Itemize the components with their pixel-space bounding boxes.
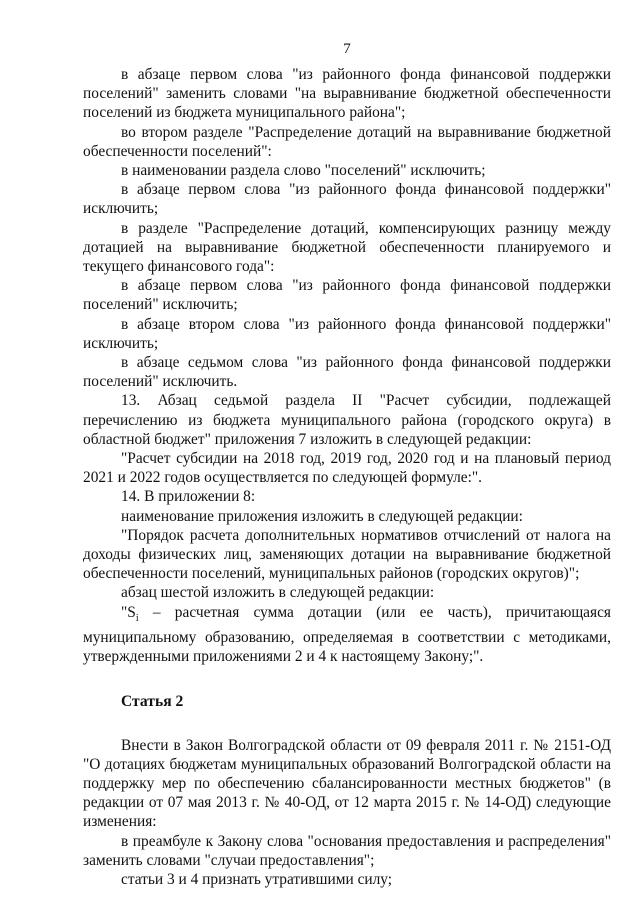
paragraph: в абзаце седьмом слова "из районного фонда финансовой поддержки поселений" исключить. <box>83 354 611 391</box>
formula-paragraph <box>83 603 611 667</box>
page-number: 7 <box>343 41 351 57</box>
formula-symbol: "S <box>121 603 136 621</box>
spacer <box>83 712 611 736</box>
paragraph: 14. В приложении 8: <box>121 488 256 506</box>
paragraph: в абзаце первом слова "из районного фонда финансовой поддержки поселений" заменить словами "на выравнивание бюджетной обеспеченности поселений из бюджета муниципального района"; <box>83 66 611 122</box>
paragraph: в наименовании раздела слово "поселений" исключить; <box>121 162 486 180</box>
paragraph: в абзаце первом слова "из районного фонда финансовой поддержки" исключить; <box>83 181 611 218</box>
formula-subscript: i <box>135 612 139 624</box>
paragraph: во втором разделе "Распределение дотаций на выравнивание бюджетной обеспеченности поселений": <box>83 123 611 160</box>
paragraph: Внести в Закон Волгоградской области от 09 февраля 2011 г. № 2151-ОД "О дотациях бюджетам муниципальных образований Волгоградской области на поддержку мер по обеспечению сбалансированности местных бюджетов" (в редакции от 07 мая 2013 г. № 40-ОД, от 12 марта 2015 г. № 14-ОД) следующие изменения: <box>83 736 611 831</box>
paragraph: 13. Абзац седьмой раздела II "Расчет субсидии, подлежащей перечислению из бюджета муниципального района (городского округа) в областной бюджет" приложения 7 изложить в следующей редакции: <box>83 392 611 448</box>
paragraph: в преамбуле к Закону слова "основания предоставления и распределения" заменить словами "случаи предоставления"; <box>83 832 611 869</box>
formula-text: – расчетная сумма дотации (или ее часть), причитающаяся муниципальному образованию, определяемая в соответствии с методиками, утвержденными приложениями 2 и 4 к настоящему Закону;". <box>83 603 611 666</box>
paragraph: "Расчет субсидии на 2018 год, 2019 год, 2020 год и на плановый период 2021 и 2022 годов осуществляется по следующей формуле:". <box>83 450 611 487</box>
paragraph: абзац шестой изложить в следующей редакции: <box>121 584 435 602</box>
paragraph: "Порядок расчета дополнительных нормативов отчислений от налога на доходы физических лиц, заменяющих дотации на выравнивание бюджетной обеспеченности поселений, муниципальных районов (городских округов)"; <box>83 526 611 583</box>
paragraph: статьи 3 и 4 признать утратившими силу; <box>121 871 393 888</box>
paragraph: в абзаце втором слова "из районного фонда финансовой поддержки" исключить; <box>83 315 611 352</box>
document-body <box>83 65 611 889</box>
paragraph: в абзаце первом слова "из районного фонда финансовой поддержки поселений" исключить; <box>83 277 611 314</box>
spacer <box>83 666 611 692</box>
paragraph: наименование приложения изложить в следующей редакции: <box>121 507 523 525</box>
article-heading: Статья 2 <box>121 693 184 711</box>
paragraph: в разделе "Распределение дотаций, компенсирующих разницу между дотацией на выравнивание бюджетной обеспеченности планируемого и текущего финансового года": <box>83 219 611 276</box>
